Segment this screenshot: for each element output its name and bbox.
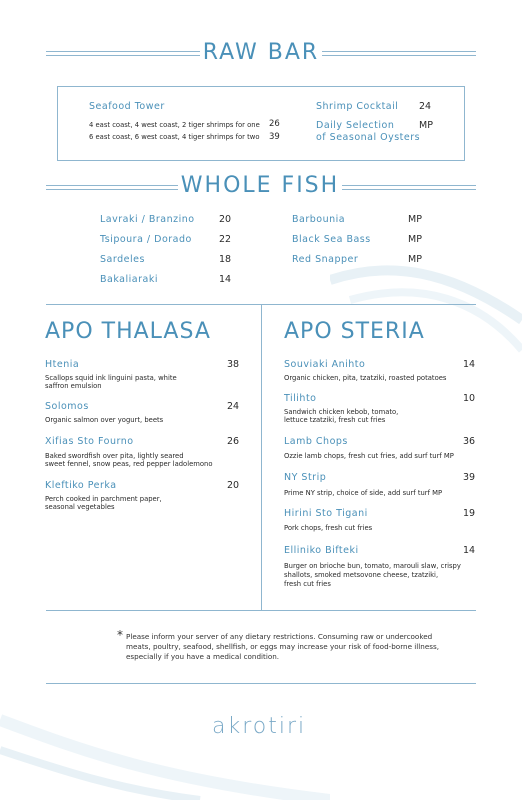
dietary-note-line-2: meats, poultry, seafood, shellfish, or eggs may increase your risk of food-borne illness, [126, 642, 440, 651]
oysters-price: MP [419, 120, 433, 131]
xifias-desc-1: Baked swordfish over pita, lightly seared [45, 452, 184, 460]
kleftiko-price: 20 [227, 480, 240, 491]
tilihto-name: Tilihto [284, 393, 317, 404]
kleftiko-desc-2: seasonal vegetables [45, 503, 115, 511]
lamb-chops-name: Lamb Chops [284, 436, 348, 447]
dietary-note-line-1: Please inform your server of any dietary restrictions. Consuming raw or undercooked [126, 632, 433, 641]
footer-rule [46, 683, 476, 684]
xifias-name: Xifias Sto Fourno [45, 436, 134, 447]
lamb-chops-desc-1: Ozzie lamb chops, fresh cut fries, add surf turf MP [284, 452, 454, 460]
htenia-desc-1: Scallops squid ink linguini pasta, white [45, 374, 177, 382]
fish-tsipoura-name: Tsipoura / Dorado [100, 234, 192, 245]
hirini-desc-1: Pork chops, fresh cut fries [284, 524, 373, 532]
fish-lavraki-price: 20 [219, 214, 232, 225]
fish-barbounia-name: Barbounia [292, 214, 346, 225]
apo-thalasa-title: APO THALASA [45, 319, 211, 344]
hirini-price: 19 [463, 508, 476, 519]
fish-lavraki-name: Lavraki / Branzino [100, 214, 195, 225]
tilihto-price: 10 [463, 393, 476, 404]
oysters-name-line-2: of Seasonal Oysters [316, 132, 421, 143]
htenia-name: Htenia [45, 359, 80, 370]
lamb-chops-price: 36 [463, 436, 476, 447]
bifteki-name: Elliniko Bifteki [284, 545, 359, 556]
kleftiko-name: Kleftiko Perka [45, 480, 117, 491]
fish-bakaliaraki-name: Bakaliaraki [100, 274, 158, 285]
columns-divider [261, 304, 262, 610]
solomos-desc-1: Organic salmon over yogurt, beets [45, 416, 164, 424]
souviaki-price: 14 [463, 359, 476, 370]
seafood-tower-name: Seafood Tower [89, 101, 165, 112]
raw-bar-left-rule [46, 51, 200, 56]
oysters-name-line-1: Daily Selection [316, 120, 395, 131]
fish-black-sea-bass-name: Black Sea Bass [292, 234, 371, 245]
wave-decoration-bottom-left [0, 690, 330, 800]
bifteki-price: 14 [463, 545, 476, 556]
fish-barbounia-price: MP [408, 214, 422, 225]
asterisk-marker: * [117, 628, 123, 642]
fish-black-sea-bass-price: MP [408, 234, 422, 245]
xifias-desc-2: sweet fennel, snow peas, red pepper ladolemono [45, 460, 213, 468]
solomos-price: 24 [227, 401, 240, 412]
apo-steria-title: APO STERIA [284, 319, 425, 344]
fish-sardeles-name: Sardeles [100, 254, 145, 265]
columns-bottom-rule [46, 610, 476, 611]
seafood-tower-option-2: 6 east coast, 6 west coast, 4 tiger shrimps for two [89, 133, 260, 141]
ny-strip-name: NY Strip [284, 472, 327, 483]
xifias-price: 26 [227, 436, 240, 447]
bifteki-desc-1: Burger on brioche bun, tomato, marouli slaw, crispy [284, 562, 461, 570]
seafood-tower-price-2: 39 [269, 132, 280, 142]
tilihto-desc-2: lettuce tzatziki, fresh cut fries [284, 416, 386, 424]
shrimp-cocktail-name: Shrimp Cocktail [316, 101, 399, 112]
akrotiri-logo: akrotiri [212, 714, 307, 739]
wave-decoration-top-right [330, 250, 522, 370]
fish-red-snapper-price: MP [408, 254, 422, 265]
raw-bar-right-rule [322, 51, 476, 56]
souviaki-desc-1: Organic chicken, pita, tzatziki, roasted potatoes [284, 374, 447, 382]
kleftiko-desc-1: Perch cooked in parchment paper, [45, 495, 162, 503]
ny-strip-desc-1: Prime NY strip, choice of side, add surf turf MP [284, 489, 443, 497]
tilihto-desc-1: Sandwich chicken kebob, tomato, [284, 408, 399, 416]
solomos-name: Solomos [45, 401, 89, 412]
whole-fish-right-rule [342, 185, 476, 190]
htenia-desc-2: saffron emulsion [45, 382, 102, 390]
raw-bar-title: RAW BAR [202, 40, 320, 65]
bifteki-desc-2: shallots, smoked metsovone cheese, tzatziki, [284, 571, 439, 579]
ny-strip-price: 39 [463, 472, 476, 483]
seafood-tower-option-1: 4 east coast, 4 west coast, 2 tiger shrimps for one [89, 121, 260, 129]
htenia-price: 38 [227, 359, 240, 370]
bifteki-desc-3: fresh cut fries [284, 580, 331, 588]
fish-red-snapper-name: Red Snapper [292, 254, 359, 265]
fish-bakaliaraki-price: 14 [219, 274, 232, 285]
shrimp-cocktail-price: 24 [419, 101, 432, 112]
souviaki-name: Souviaki Anihto [284, 359, 366, 370]
seafood-tower-price-1: 26 [269, 119, 280, 129]
whole-fish-left-rule [46, 185, 178, 190]
fish-sardeles-price: 18 [219, 254, 232, 265]
whole-fish-title: WHOLE FISH [180, 173, 340, 198]
hirini-name: Hirini Sto Tigani [284, 508, 368, 519]
dietary-note-line-3: especially if you have a medical condition. [126, 652, 280, 661]
fish-tsipoura-price: 22 [219, 234, 232, 245]
